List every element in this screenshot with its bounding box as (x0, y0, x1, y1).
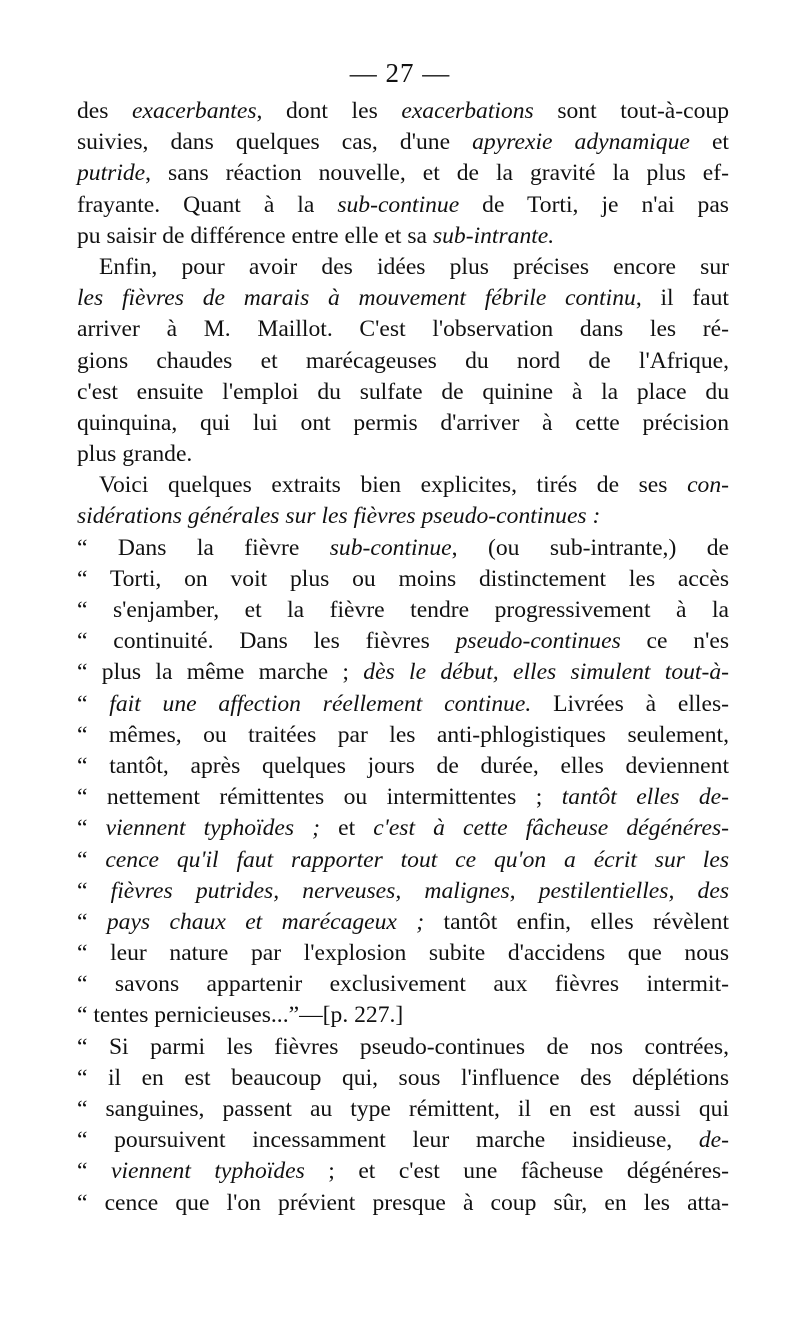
text-run: “ sanguines, passent au type rémittent, il en est aussi qui (77, 1096, 729, 1122)
text-line (77, 533, 729, 564)
text-run: frayante. Quant à la (77, 191, 338, 218)
text-line (77, 1094, 729, 1125)
italic-text: exacerbations (401, 98, 534, 124)
text-line (77, 346, 729, 377)
text-run: “ (77, 815, 106, 842)
text-run: de Torti, je n'ai pas (459, 191, 729, 218)
text-line (77, 314, 729, 345)
italic-text: putride (77, 160, 146, 187)
text-line (77, 751, 729, 782)
text-run: , (ou sub-intrante,) de (451, 534, 729, 561)
text-run: “ leur nature par l'explosion subite d'accidens que nous (77, 940, 729, 967)
text-line (77, 127, 729, 158)
italic-text: sidérations générales sur les fièvres pseudo-continues : (77, 503, 601, 530)
text-run: “ tentes pernicieuses...”—[p. 227.] (77, 1002, 404, 1029)
text-line (77, 501, 729, 532)
text-run: et (320, 815, 374, 842)
text-line (77, 720, 729, 751)
text-run: c'est ensuite l'emploi du sulfate de quinine à la place du (77, 378, 729, 405)
text-run: quinquina, qui lui ont permis d'arriver à cette précision (77, 409, 729, 436)
text-run: Enfin, pour avoir des idées plus précises encore sur (99, 253, 729, 280)
text-run: des (77, 98, 133, 124)
text-line (77, 657, 729, 688)
text-run: , sans réaction nouvelle, et de la gravité la plus ef- (145, 160, 729, 187)
text-run: “ Torti, on voit plus ou moins distinctement les accès (77, 565, 729, 592)
text-line (77, 969, 729, 1000)
text-run: Voici quelques extraits bien explicites, tirés de ses (99, 472, 688, 499)
text-run: tantôt enfin, elles révèlent (424, 908, 730, 935)
page-number: — 27 — (349, 58, 451, 88)
italic-text: tantôt elles de- (561, 784, 729, 811)
text-run: “ s'enjamber, et la fièvre tendre progressivement à la (77, 597, 729, 623)
text-run: “ il en est beaucoup qui, sous l'influence des déplétions (77, 1064, 729, 1091)
text-line (77, 96, 729, 127)
italic-text: viennent typhoïdes (110, 1158, 305, 1185)
text-run: gions chaudes et marécageuses du nord de l'Afrique, (77, 347, 729, 374)
text-line (77, 1188, 729, 1219)
text-line (77, 283, 729, 314)
italic-text: viennent typhoïdes ; (105, 815, 321, 842)
italic-text: fait une affection réellement continue. (109, 690, 532, 717)
text-line (77, 158, 729, 189)
italic-text: con- (687, 472, 729, 499)
text-line (77, 1125, 729, 1156)
text-line (77, 470, 729, 501)
text-run: “ savons appartenir exclusivement aux fièvres intermit- (77, 971, 729, 998)
text-run: “ (77, 877, 111, 904)
text-line (77, 1032, 729, 1063)
text-run: “ cence que l'on prévient presque à coup sûr, en les atta- (77, 1189, 729, 1216)
text-run: Livrées à elles- (531, 690, 729, 717)
text-line (77, 564, 729, 595)
text-line (77, 1000, 729, 1031)
text-line (77, 439, 729, 470)
text-run: “ (77, 908, 107, 935)
text-line (77, 938, 729, 969)
text-run: et (689, 129, 729, 156)
text-line (77, 252, 729, 283)
text-run: plus grande. (77, 441, 193, 468)
text-line (77, 689, 729, 720)
text-run: “ (77, 1158, 111, 1185)
italic-text: pseudo-continues (455, 628, 621, 655)
text-run: “ continuité. Dans les fièvres (77, 628, 456, 655)
text-run: , dont les (256, 98, 402, 124)
italic-text: c'est à cette fâcheuse dégénéres- (373, 815, 729, 842)
text-run: , il faut (635, 285, 729, 312)
text-line (77, 377, 729, 408)
text-run: “ tantôt, après quelques jours de durée, elles deviennent (77, 752, 729, 779)
text-line (77, 1063, 729, 1094)
text-run: suivies, dans quelques cas, d'une (77, 129, 473, 156)
text-line (77, 595, 729, 626)
text-line (77, 876, 729, 907)
italic-text: de- (698, 1127, 729, 1154)
text-line (77, 845, 729, 876)
italic-text: exacerbantes (132, 98, 257, 124)
text-run: ; et c'est une fâcheuse dégénéres- (304, 1158, 729, 1185)
text-line (77, 221, 729, 252)
text-run: “ poursuivent incessamment leur marche insidieuse, (77, 1127, 699, 1154)
italic-text: sub-continue (329, 534, 452, 561)
italic-text: pays chaux et marécageux ; (106, 908, 425, 935)
body-text (77, 96, 729, 1219)
text-line (77, 408, 729, 439)
italic-text: les fièvres de marais à mouvement fébrile continu (77, 285, 636, 312)
text-line (77, 813, 729, 844)
text-line (77, 782, 729, 813)
italic-text: apyrexie adynamique (472, 129, 690, 156)
text-run: arriver à M. Maillot. C'est l'observation dans les ré- (77, 316, 729, 343)
text-run: “ plus la même marche ; (77, 659, 364, 686)
text-run: “ Si parmi les fièvres pseudo-continues de nos contrées, (77, 1033, 729, 1060)
text-line (77, 626, 729, 657)
text-run: sont tout-à-coup (533, 98, 729, 124)
text-run: pu saisir de différence entre elle et sa (77, 222, 433, 249)
text-run: ce n'es (620, 628, 729, 655)
italic-text: cence qu'il faut rapporter tout ce qu'on a écrit sur les (105, 846, 729, 873)
italic-text: sub-intrante. (432, 222, 555, 249)
text-line (77, 1156, 729, 1187)
italic-text: fièvres putrides, nerveuses, malignes, pestilentielles, des (110, 877, 729, 904)
text-line (77, 190, 729, 221)
text-run: “ (77, 846, 106, 873)
text-run: “ (77, 690, 110, 717)
text-run: “ mêmes, ou traitées par les anti-phlogistiques seulement, (77, 721, 729, 748)
text-run: “ Dans la fièvre (77, 534, 330, 561)
text-line (77, 907, 729, 938)
italic-text: sub-continue (337, 191, 460, 218)
italic-text: dès le début, elles simulent tout-à- (363, 659, 729, 686)
text-run: “ nettement rémittentes ou intermittentes ; (77, 784, 562, 811)
